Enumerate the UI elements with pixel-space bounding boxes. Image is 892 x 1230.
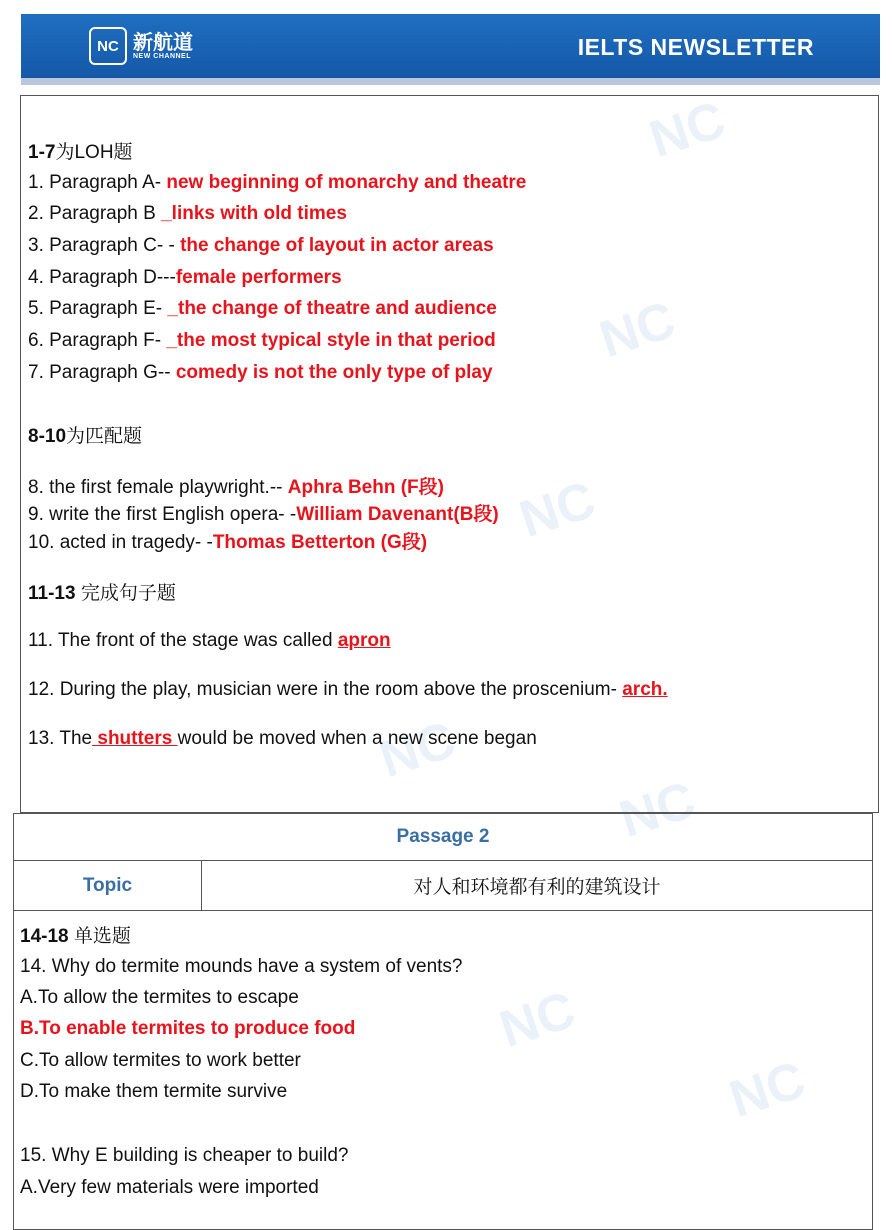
answer-line-5: 5. Paragraph E- _the change of theatre and audience xyxy=(28,298,497,319)
watermark-logo: NC xyxy=(722,1050,813,1130)
answer-line-1: 1. Paragraph A- new beginning of monarchy and theatre xyxy=(28,172,527,193)
answer-line-4: 4. Paragraph D---female performers xyxy=(28,267,342,288)
answer-line-8: 8. the first female playwright.-- Aphra Behn (F段) xyxy=(28,477,444,498)
section-heading-11-13: 11-13 完成句子题 xyxy=(28,583,176,604)
option-14-b-correct: B.To enable termites to produce food xyxy=(20,1018,356,1039)
answer-line-6: 6. Paragraph F- _the most typical style in that period xyxy=(28,330,496,351)
answer-line-3: 3. Paragraph C- - the change of layout in actor areas xyxy=(28,235,494,256)
topic-label: Topic xyxy=(14,861,202,910)
option-15-a: A.Very few materials were imported xyxy=(20,1177,319,1198)
new-channel-logo xyxy=(89,26,193,66)
option-14-d: D.To make them termite survive xyxy=(20,1081,288,1102)
nc-logo-icon: NC xyxy=(89,27,127,65)
watermark-logo: NC xyxy=(592,290,683,370)
watermark-logo: NC xyxy=(492,980,583,1060)
watermark-logo: NC xyxy=(512,470,603,550)
watermark-logo: NC xyxy=(372,710,463,790)
option-14-a: A.To allow the termites to escape xyxy=(20,987,299,1008)
watermark-logo: NC xyxy=(642,90,733,170)
section-heading-1-7: 1-7为LOH题 xyxy=(28,142,133,163)
answer-line-11: 11. The front of the stage was called apron xyxy=(28,630,391,651)
answer-line-2: 2. Paragraph B _links with old times xyxy=(28,203,347,224)
passage2-title: Passage 2 xyxy=(396,826,490,847)
watermark-logo: NC xyxy=(612,770,703,850)
answer-line-13: 13. The shutters would be moved when a new scene began xyxy=(28,728,537,749)
question-14: 14. Why do termite mounds have a system of vents? xyxy=(20,956,463,977)
answer-line-7: 7. Paragraph G-- comedy is not the only type of play xyxy=(28,362,493,383)
logo-chinese-text: 新航道 xyxy=(133,31,193,54)
section-heading-14-18: 14-18 单选题 xyxy=(20,926,131,947)
topic-value: 对人和环境都有利的建筑设计 xyxy=(413,877,661,898)
option-14-c: C.To allow termites to work better xyxy=(20,1050,301,1071)
header-divider xyxy=(21,78,880,85)
answer-line-12: 12. During the play, musician were in the room above the proscenium- arch. xyxy=(28,679,668,700)
newsletter-title: IELTS NEWSLETTER xyxy=(577,34,814,60)
newsletter-header xyxy=(21,14,880,78)
answer-line-9: 9. write the first English opera- -William Davenant(B段) xyxy=(28,504,499,525)
section-heading-8-10: 8-10为匹配题 xyxy=(28,426,143,447)
answer-line-10: 10. acted in tragedy- -Thomas Betterton (G段) xyxy=(28,532,428,553)
passage2-table xyxy=(13,813,873,911)
question-15: 15. Why E building is cheaper to build? xyxy=(20,1145,349,1166)
logo-english-text: NEW CHANNEL xyxy=(133,52,191,60)
